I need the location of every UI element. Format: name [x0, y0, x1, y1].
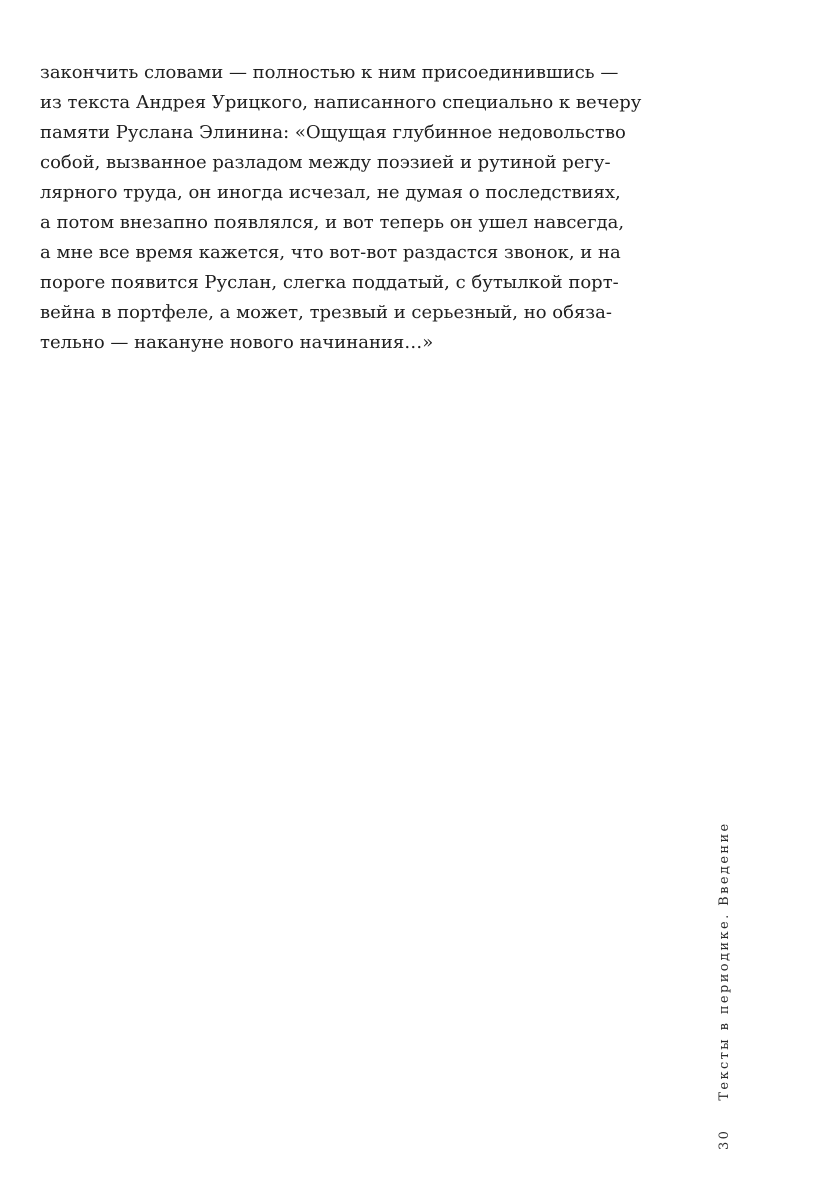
page-number: 30 [716, 1128, 732, 1150]
text-line: лярного труда, он иногда исчезал, не думая о последствиях, [40, 182, 621, 203]
running-footer-rotated [712, 820, 736, 1150]
text-line: тельно — накануне нового начинания…» [40, 332, 434, 353]
text-line: закончить словами — полностью к ним присоединившись — [40, 62, 619, 83]
text-line: из текста Андрея Урицкого, написанного специально к вечеру [40, 92, 642, 113]
running-title: Тексты в периодике. Введение [716, 821, 732, 1101]
text-line: памяти Руслана Элинина: «Ощущая глубинное недовольство [40, 122, 626, 143]
text-line: собой, вызванное разладом между поэзией и рутиной регу- [40, 152, 611, 173]
running-footer [712, 820, 736, 1150]
text-line: вейна в портфеле, а может, трезвый и серьезный, но обяза- [40, 302, 612, 323]
text-line: а потом внезапно появлялся, и вот теперь он ушел навсегда, [40, 212, 625, 233]
text-line: пороге появится Руслан, слегка поддатый, с бутылкой порт- [40, 272, 619, 293]
body-paragraph [40, 58, 680, 358]
text-line: а мне все время кажется, что вот-вот раздастся звонок, и на [40, 242, 621, 263]
